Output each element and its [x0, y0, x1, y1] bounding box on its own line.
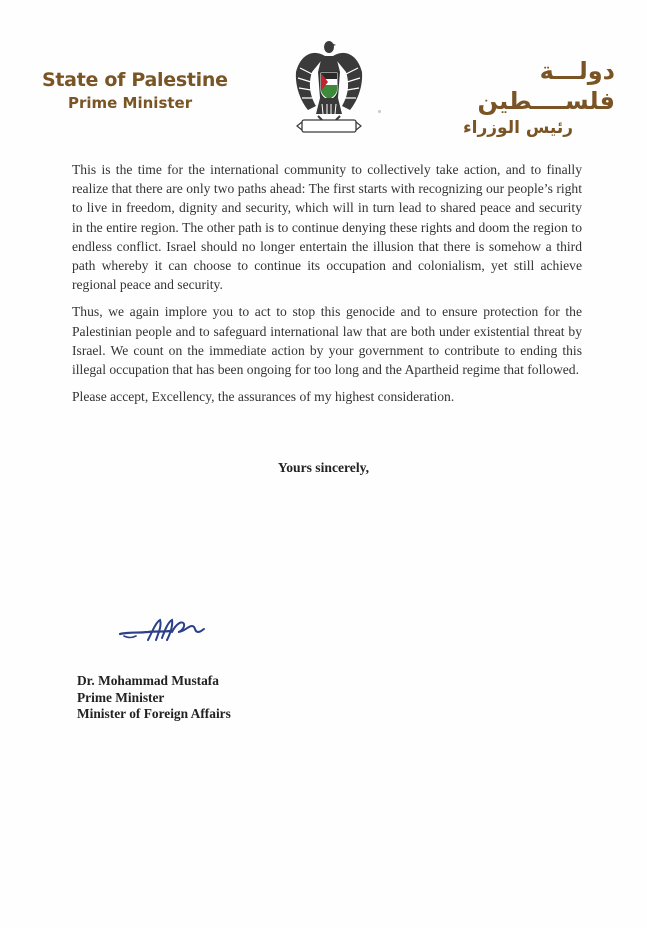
signatory-title-1: Prime Minister	[77, 689, 165, 705]
body-paragraph-2: Thus, we again implore you to act to stop this genocide and to ensure protection for the Palestinian people and to safeguard international law that are both under existential threat by Israel. We count on the immediate action by your government to contribute to ending this illegal occupation that has been ongoing for too long and the Apartheid regime that followed.	[72, 304, 582, 378]
palestine-eagle-emblem-icon	[292, 38, 366, 138]
body-paragraph-3: Please accept, Excellency, the assurances of my highest consideration.	[72, 389, 455, 405]
signatory-title-2: Minister of Foreign Affairs	[77, 706, 231, 721]
body-paragraph-1: This is the time for the international community to collectively take action, and to finally realize that there are only two paths ahead: The first starts with recognizing our people’s right to live in freedom, dignity and security, which will in turn lead to shared peace and security in the entire region. The other path is to continue denying these rights and doom the region to endless conflict. Israel should no longer entertain the illusion that there is somehow a third path whereby it can choose to continue its occupation and colonialism, yet still achieve regional peace and security.	[72, 162, 582, 293]
letterhead-ar-subtitle: رئيس الوزراء	[462, 118, 573, 138]
letterhead-en-subtitle: Prime Minister	[68, 94, 193, 112]
letterhead-arabic	[430, 56, 615, 140]
handwritten-signature-icon	[118, 612, 208, 648]
signatory-name: Dr. Mohammad Mustafa	[77, 673, 219, 688]
letterhead-en-title: State of Palestine	[42, 69, 228, 91]
letter-body	[72, 160, 582, 414]
signatory-block	[77, 673, 377, 723]
letterhead-ar-title: دولـــة فلســــطين	[477, 57, 615, 115]
scan-speck	[378, 110, 381, 113]
letterhead-english	[42, 68, 242, 114]
closing-salutation: Yours sincerely,	[277, 460, 370, 475]
